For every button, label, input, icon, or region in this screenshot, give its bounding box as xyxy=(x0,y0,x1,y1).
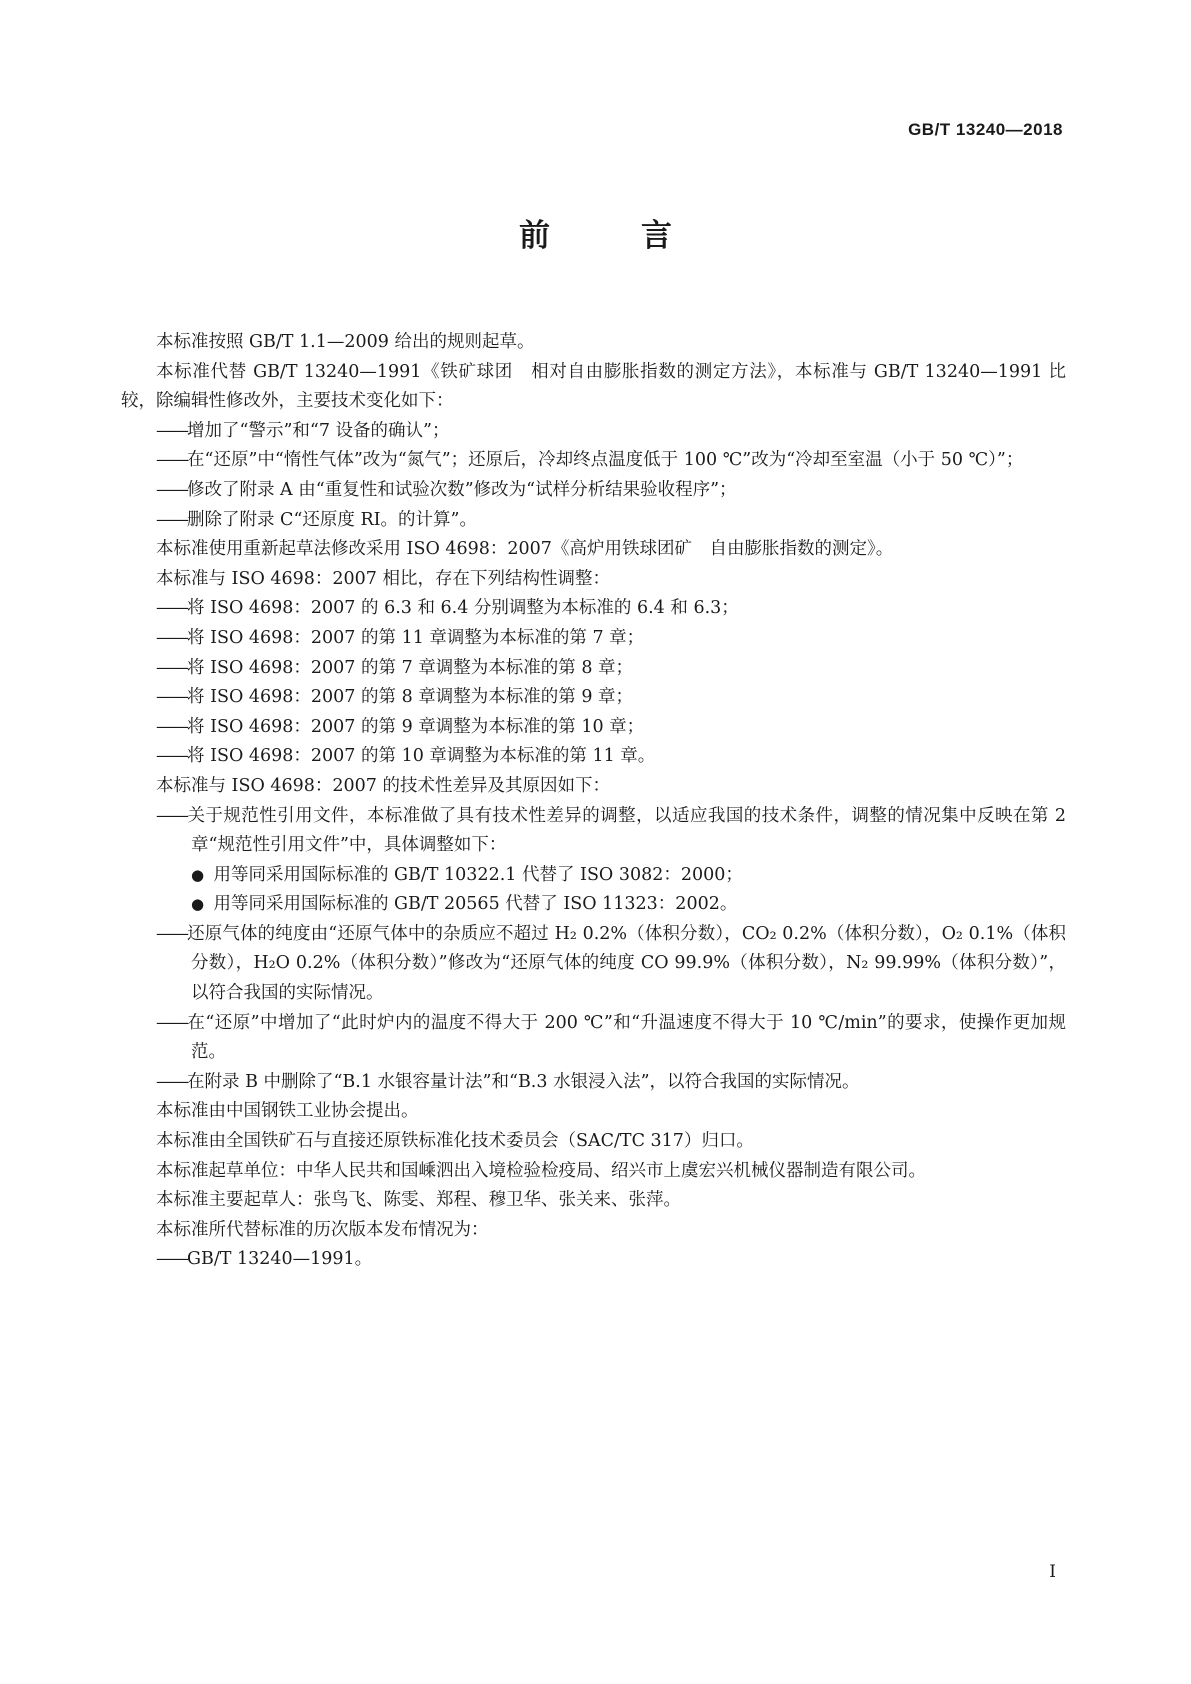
dash-item xyxy=(121,1245,1066,1275)
dash-item xyxy=(121,417,1066,447)
dash-item xyxy=(121,742,1066,772)
dash-item-text: 将 ISO 4698：2007 的第 9 章调整为本标准的第 10 章； xyxy=(187,716,645,737)
dash-mark: —— xyxy=(156,657,187,678)
dash-item xyxy=(121,683,1066,713)
dash-item xyxy=(121,624,1066,654)
paragraph: 本标准起草单位：中华人民共和国嵊泗出入境检验检疫局、绍兴市上虞宏兴机械仪器制造有限公司。 xyxy=(156,1160,926,1181)
paragraph: 本标准主要起草人：张鸟飞、陈雯、郑程、穆卫华、张关来、张萍。 xyxy=(156,1190,681,1211)
bullet-item-text: 用等同采用国际标准的 GB/T 20565 代替了 ISO 11323：2002。 xyxy=(213,894,738,915)
paragraph: 本标准按照 GB/T 1.1—2009 给出的规则起草。 xyxy=(156,332,535,352)
page-number: I xyxy=(1049,1562,1056,1582)
bullet-item xyxy=(121,861,1066,891)
page-title: 前 言 xyxy=(519,218,702,254)
dash-item-text: 将 ISO 4698：2007 的第 7 章调整为本标准的第 8 章； xyxy=(187,657,634,678)
paragraph: 本标准使用重新起草法修改采用 ISO 4698：2007《高炉用铁球团矿 自由膨胀指数的测定》。 xyxy=(156,539,894,560)
paragraph: 本标准由中国钢铁工业协会提出。 xyxy=(156,1101,419,1122)
dash-mark: —— xyxy=(156,687,187,708)
dash-mark: —— xyxy=(156,716,187,737)
document-code: GB/T 13240—2018 xyxy=(908,120,1063,139)
bullet-icon: ● xyxy=(191,895,205,914)
dash-item xyxy=(121,920,1066,1009)
dash-mark: —— xyxy=(156,420,187,441)
paragraph: 本标准所代替标准的历次版本发布情况为： xyxy=(156,1219,489,1240)
dash-item-text: GB/T 13240—1991。 xyxy=(187,1249,373,1270)
dash-item xyxy=(121,802,1066,861)
dash-item xyxy=(121,654,1066,684)
preface-body xyxy=(121,328,1066,1275)
dash-item-text: 修改了附录 A 由“重复性和试验次数”修改为“试样分析结果验收程序”； xyxy=(187,479,737,500)
bullet-item xyxy=(121,890,1066,920)
dash-item-text: 还原气体的纯度由“还原气体中的杂质应不超过 H₂ 0.2%（体积分数），CO₂ 0.2%（体积分数），O₂ 0.1%（体积分数），H₂O 0.2%（体积分数）”修改为“还原气体的纯度 CO 99.9%（体积分数），N₂ 99.99%（体积分数）”，以符合我国的实际情况。 xyxy=(187,923,1066,1004)
dash-item-text: 将 ISO 4698：2007 的第 10 章调整为本标准的第 11 章。 xyxy=(187,746,656,767)
dash-item xyxy=(121,506,1066,536)
dash-mark: —— xyxy=(156,1071,187,1092)
dash-item-text: 将 ISO 4698：2007 的第 11 章调整为本标准的第 7 章； xyxy=(187,627,645,648)
dash-item-text: 将 ISO 4698：2007 的 6.3 和 6.4 分别调整为本标准的 6.4 和 6.3； xyxy=(187,598,739,619)
dash-item xyxy=(121,594,1066,624)
dash-item xyxy=(121,1009,1066,1068)
dash-item xyxy=(121,713,1066,743)
bullet-icon: ● xyxy=(191,865,205,884)
dash-item-text: 在“还原”中“惰性气体”改为“氮气”；还原后，冷却终点温度低于 100 ℃”改为“冷却至室温（小于 50 ℃）”； xyxy=(187,450,1024,471)
dash-item-text: 删除了附录 C“还原度 RI。的计算”。 xyxy=(187,509,477,530)
dash-mark: —— xyxy=(156,627,187,648)
paragraph: 本标准与 ISO 4698：2007 的技术性差异及其原因如下： xyxy=(156,775,611,796)
dash-item-text: 在“还原”中增加了“此时炉内的温度不得大于 200 ℃”和“升温速度不得大于 10 ℃/min”的要求，使操作更加规范。 xyxy=(187,1012,1066,1063)
dash-mark: —— xyxy=(156,923,187,944)
dash-item xyxy=(121,446,1066,476)
bullet-item-text: 用等同采用国际标准的 GB/T 10322.1 代替了 ISO 3082：2000； xyxy=(213,864,743,885)
dash-mark: —— xyxy=(156,450,187,471)
paragraph: 本标准代替 GB/T 13240—1991《铁矿球团 相对自由膨胀指数的测定方法》，本标准与 GB/T 13240—1991 比较，除编辑性修改外，主要技术变化如下： xyxy=(121,361,1066,412)
dash-mark: —— xyxy=(156,598,187,619)
dash-mark: —— xyxy=(156,1012,187,1033)
dash-mark: —— xyxy=(156,805,187,826)
dash-item xyxy=(121,476,1066,506)
dash-mark: —— xyxy=(156,479,187,500)
dash-item xyxy=(121,1068,1066,1098)
paragraph: 本标准由全国铁矿石与直接还原铁标准化技术委员会（SAC/TC 317）归口。 xyxy=(156,1131,754,1152)
paragraph: 本标准与 ISO 4698：2007 相比，存在下列结构性调整： xyxy=(156,568,611,589)
dash-mark: —— xyxy=(156,746,187,767)
dash-mark: —— xyxy=(156,1249,187,1270)
bullet-list xyxy=(121,861,1066,920)
dash-item-text: 增加了“警示”和“7 设备的确认”； xyxy=(187,420,450,441)
dash-item-text: 将 ISO 4698：2007 的第 8 章调整为本标准的第 9 章； xyxy=(187,687,634,708)
dash-item-text: 关于规范性引用文件，本标准做了具有技术性差异的调整，以适应我国的技术条件，调整的情况集中反映在第 2 章“规范性引用文件”中，具体调整如下： xyxy=(187,805,1066,856)
dash-item-text: 在附录 B 中删除了“B.1 水银容量计法”和“B.3 水银浸入法”，以符合我国的实际情况。 xyxy=(187,1071,860,1092)
dash-mark: —— xyxy=(156,509,187,530)
